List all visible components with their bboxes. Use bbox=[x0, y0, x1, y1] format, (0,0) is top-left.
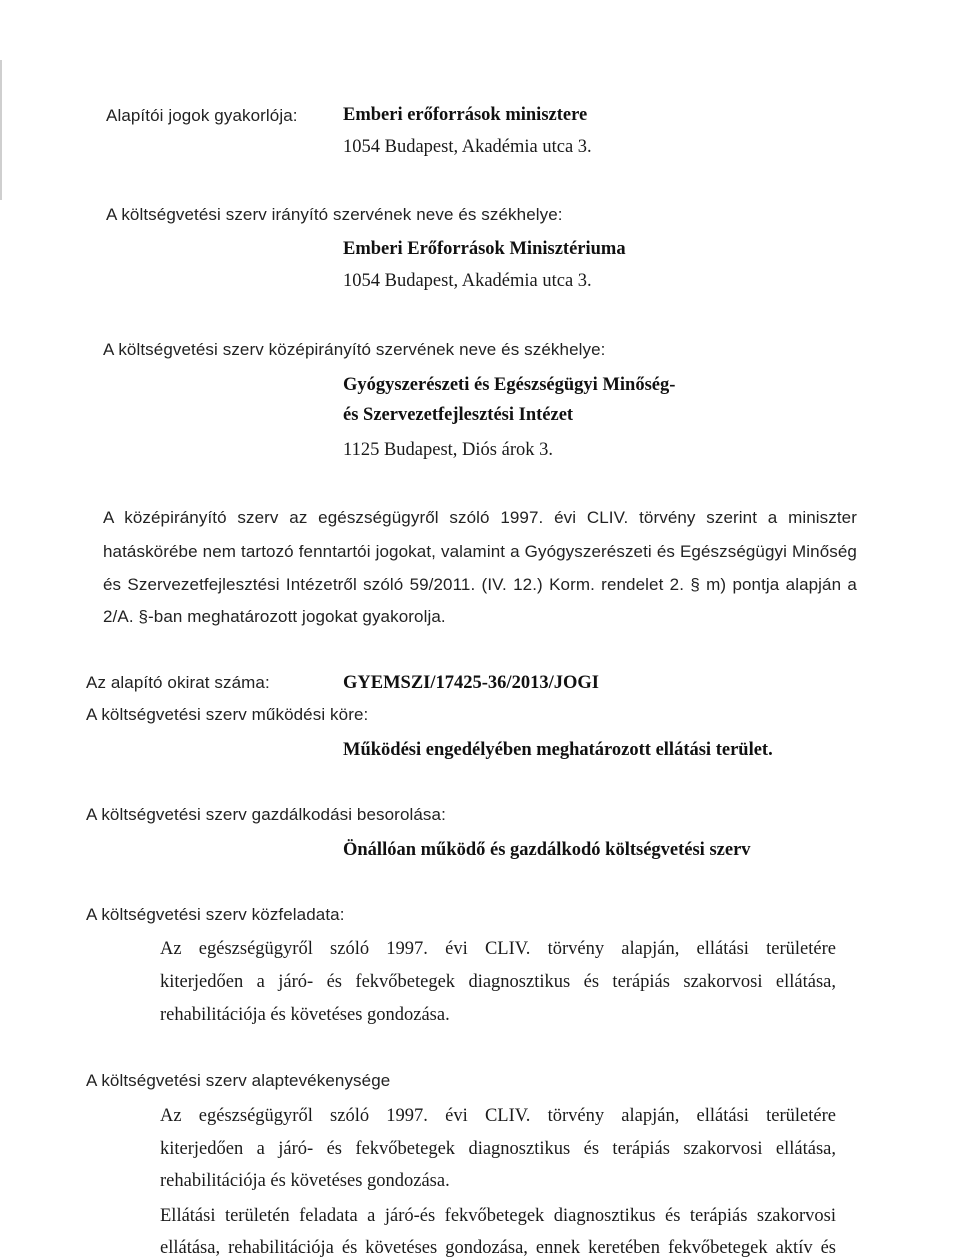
intermediate-body-label: A költségvetési szerv középirányító szervének neve és székhelye: bbox=[103, 340, 606, 359]
paragraph-line: 2/A. §-ban meghatározott jogokat gyakorolja. bbox=[103, 607, 446, 626]
paragraph-line: A középirányító szerv az egészségügyről szóló 1997. évi CLIV. törvény szerint a miniszter bbox=[103, 508, 857, 527]
charter-number-label: Az alapító okirat száma: bbox=[86, 673, 270, 692]
charter-number-value: GYEMSZI/17425-36/2013/JOGI bbox=[343, 673, 599, 693]
core-activity-line: kiterjedően a járó- és fekvőbetegek diagnosztikus és terápiás szakorvosi ellátása, bbox=[160, 1139, 836, 1159]
core-activity-line: rehabilitációja és követéses gondozása. bbox=[160, 1171, 450, 1191]
intermediate-body-name-line1: Gyógyszerészeti és Egészségügyi Minőség- bbox=[343, 375, 676, 395]
directing-body-label: A költségvetési szerv irányító szervének neve és székhelye: bbox=[106, 205, 563, 224]
founder-label: Alapítói jogok gyakorlója: bbox=[106, 106, 298, 125]
scope-value: Működési engedélyében meghatározott ellátási terület. bbox=[343, 740, 773, 760]
classification-label: A költségvetési szerv gazdálkodási besorolása: bbox=[86, 805, 446, 824]
core-activity-line: Ellátási területén feladata a járó-és fekvőbetegek diagnosztikus és terápiás szakorvosi bbox=[160, 1206, 836, 1226]
scan-edge-mark bbox=[0, 60, 2, 200]
directing-body-name: Emberi Erőforrások Minisztériuma bbox=[343, 239, 626, 259]
public-task-line: rehabilitációja és követéses gondozása. bbox=[160, 1005, 450, 1025]
paragraph-line: hatáskörébe nem tartozó fenntartói jogokat, valamint a Gyógyszerészeti és Egészségügyi Minőség bbox=[103, 542, 857, 561]
paragraph-line: és Szervezetfejlesztési Intézetről szóló 59/2011. (IV. 12.) Korm. rendelet 2. § m) pontja alapján a bbox=[103, 575, 857, 594]
intermediate-body-address: 1125 Budapest, Diós árok 3. bbox=[343, 440, 553, 460]
core-activity-line: Az egészségügyről szóló 1997. évi CLIV. törvény alapján, ellátási területére bbox=[160, 1106, 836, 1126]
directing-body-address: 1054 Budapest, Akadémia utca 3. bbox=[343, 271, 592, 291]
public-task-line: Az egészségügyről szóló 1997. évi CLIV. törvény alapján, ellátási területére bbox=[160, 939, 836, 959]
core-activity-label: A költségvetési szerv alaptevékenysége bbox=[86, 1071, 391, 1090]
intermediate-body-name-line2: és Szervezetfejlesztési Intézet bbox=[343, 405, 574, 425]
scope-label: A költségvetési szerv működési köre: bbox=[86, 705, 369, 724]
classification-value: Önállóan működő és gazdálkodó költségvetési szerv bbox=[343, 840, 751, 860]
core-activity-line: ellátása, rehabilitációja és követéses gondozása, ennek keretében fekvőbetegek aktív és bbox=[160, 1238, 836, 1258]
founder-address: 1054 Budapest, Akadémia utca 3. bbox=[343, 137, 592, 157]
public-task-line: kiterjedően a járó- és fekvőbetegek diagnosztikus és terápiás szakorvosi ellátása, bbox=[160, 972, 836, 992]
public-task-label: A költségvetési szerv közfeladata: bbox=[86, 905, 345, 924]
founder-name: Emberi erőforrások minisztere bbox=[343, 105, 588, 125]
